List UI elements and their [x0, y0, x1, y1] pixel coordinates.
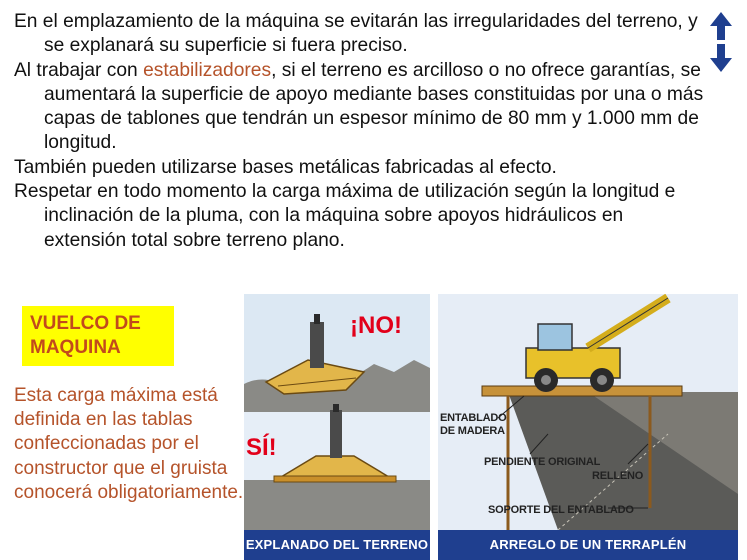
left-caption: EXPLANADO DEL TERRENO — [244, 530, 430, 560]
paragraph-3: También pueden utilizarse bases metálicas fabricadas al efecto. — [14, 156, 557, 178]
embankment-figure — [438, 294, 738, 560]
instructions-text — [14, 10, 704, 253]
estabilizadores-link[interactable]: estabilizadores — [143, 59, 272, 81]
scroll-nav — [708, 10, 734, 74]
correct-label: SÍ! — [246, 434, 277, 461]
ground-leveling-illustration — [244, 294, 430, 530]
label-soporte: SOPORTE DEL ENTABLADO — [488, 504, 634, 516]
down-arrow-icon[interactable] — [708, 42, 734, 74]
ground-leveling-figure — [244, 294, 430, 560]
up-arrow-icon[interactable] — [708, 10, 734, 42]
warning-title: VUELCO DE MAQUINA — [30, 313, 141, 358]
label-entablado: ENTABLADO DE MADERA — [440, 412, 507, 437]
right-caption: ARREGLO DE UN TERRAPLÉN — [438, 530, 738, 560]
warning-box — [22, 306, 174, 366]
paragraph-4: Respetar en todo momento la carga máxima de utilización según la longitud e inclinación de la pluma, con la máquina sobre apoyos hidráulicos en extensión total sobre terreno plano. — [14, 181, 676, 251]
max-load-note: Esta carga máxima está definida en las tablas confeccionadas por el constructor que el gruista conocerá obligatoriamente. — [14, 385, 244, 503]
label-pendiente: PENDIENTE ORIGINAL — [484, 456, 601, 468]
incorrect-label: ¡NO! — [350, 312, 402, 339]
paragraph-2: Al trabajar con estabilizadores, si el terreno es arcilloso o no ofrece garantías, se aumentará la superficie de apoyo mediante bases constituidas por una o más capas de tablones que tendrán un espesor mínimo de 80 mm y 1.000 mm de longitud. — [14, 59, 704, 154]
label-relleno: RELLENO — [592, 470, 644, 482]
paragraph-1: En el emplazamiento de la máquina se evitarán las irregularidades del terreno, y se explanará su superficie si fuera preciso. — [14, 11, 698, 57]
